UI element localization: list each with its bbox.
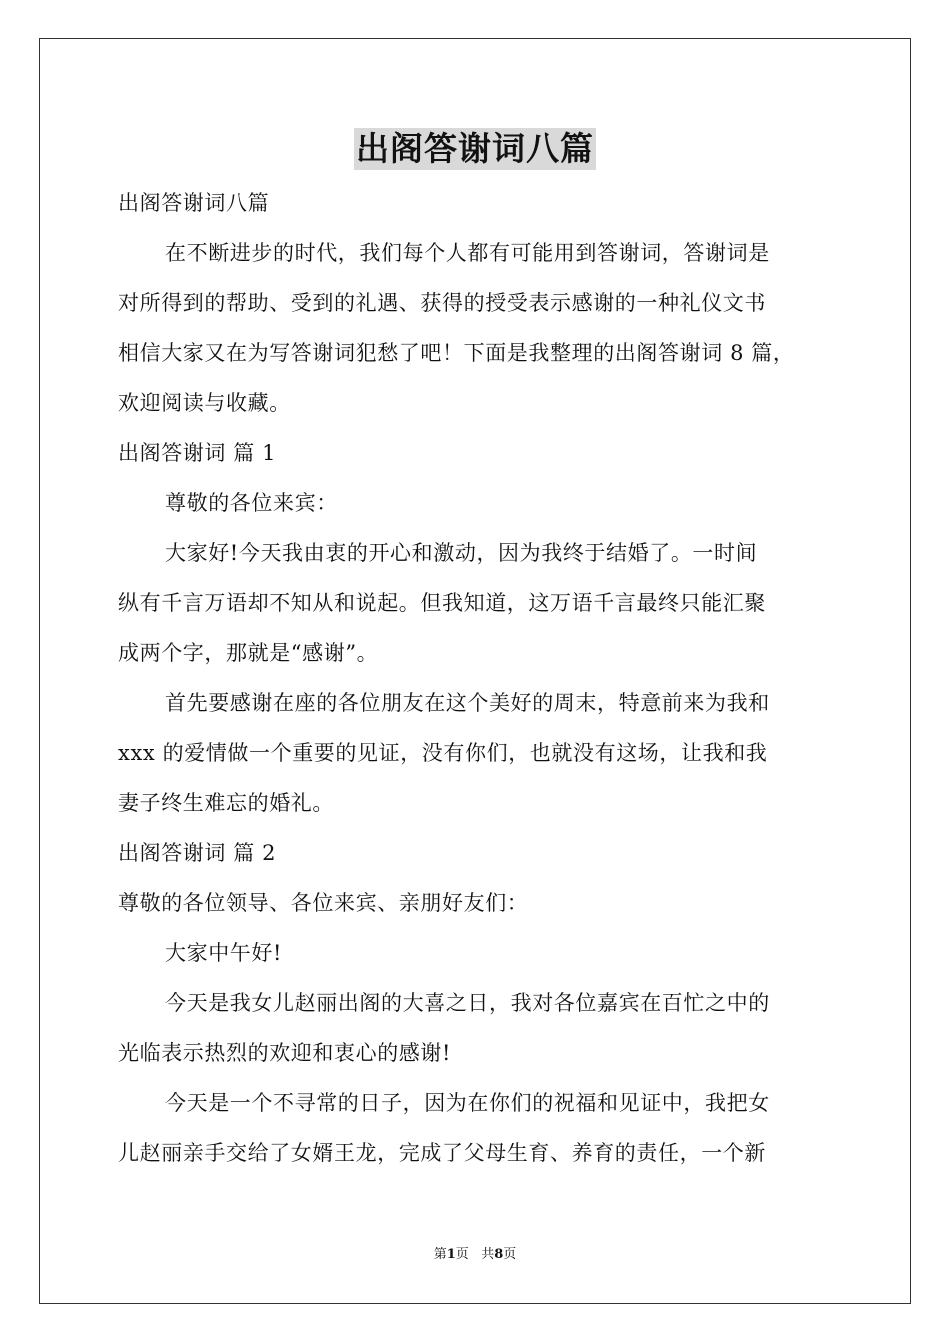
body-line: 出阁答谢词八篇 bbox=[118, 191, 270, 215]
body-line: 儿赵丽亲手交给了女婿王龙，完成了父母生育、养育的责任，一个新 bbox=[118, 1141, 766, 1165]
body-line: 尊敬的各位来宾： bbox=[165, 491, 338, 515]
page-footer bbox=[0, 1246, 950, 1264]
page-suffix: 页 bbox=[455, 1247, 469, 1262]
total-prefix: 共 bbox=[481, 1247, 495, 1262]
page-prefix: 第 bbox=[433, 1247, 447, 1262]
body-line: 纵有千言万语却不知从和说起。但我知道，这万语千言最终只能汇聚 bbox=[118, 591, 766, 615]
total-pages: 8 bbox=[494, 1247, 504, 1262]
total-suffix: 页 bbox=[503, 1247, 517, 1262]
title-container bbox=[0, 128, 950, 170]
body-line: 欢迎阅读与收藏。 bbox=[118, 391, 291, 415]
body-line: 相信大家又在为写答谢词犯愁了吧！下面是我整理的出阁答谢词 8 篇， bbox=[118, 341, 795, 365]
body-line: 大家好!今天我由衷的开心和激动，因为我终于结婚了。一时间 bbox=[165, 541, 758, 565]
document-body bbox=[118, 178, 833, 1178]
body-line: 成两个字，那就是“感谢”。 bbox=[118, 641, 379, 665]
body-line: 首先要感谢在座的各位朋友在这个美好的周末，特意前来为我和 bbox=[165, 691, 770, 715]
section-heading: 出阁答谢词 篇 2 bbox=[118, 841, 277, 865]
body-line: 妻子终生难忘的婚礼。 bbox=[118, 791, 334, 815]
page-number: 1 bbox=[446, 1247, 456, 1262]
section-heading: 出阁答谢词 篇 1 bbox=[118, 441, 277, 465]
body-line: 对所得到的帮助、受到的礼遇、获得的授受表示感谢的一种礼仪文书 bbox=[118, 291, 766, 315]
document-title: 出阁答谢词八篇 bbox=[356, 129, 594, 168]
body-line: 大家中午好! bbox=[165, 941, 283, 965]
body-line: xxx 的爱情做一个重要的见证，没有你们，也就没有这场，让我和我 bbox=[118, 741, 768, 765]
body-line: 今天是一个不寻常的日子，因为在你们的祝福和见证中，我把女 bbox=[165, 1091, 770, 1115]
body-line: 在不断进步的时代，我们每个人都有可能用到答谢词，答谢词是 bbox=[165, 241, 770, 265]
body-line: 今天是我女儿赵丽出阁的大喜之日，我对各位嘉宾在百忙之中的 bbox=[165, 991, 770, 1015]
body-line: 尊敬的各位领导、各位来宾、亲朋好友们： bbox=[118, 891, 529, 915]
body-line: 光临表示热烈的欢迎和衷心的感谢! bbox=[118, 1041, 452, 1065]
